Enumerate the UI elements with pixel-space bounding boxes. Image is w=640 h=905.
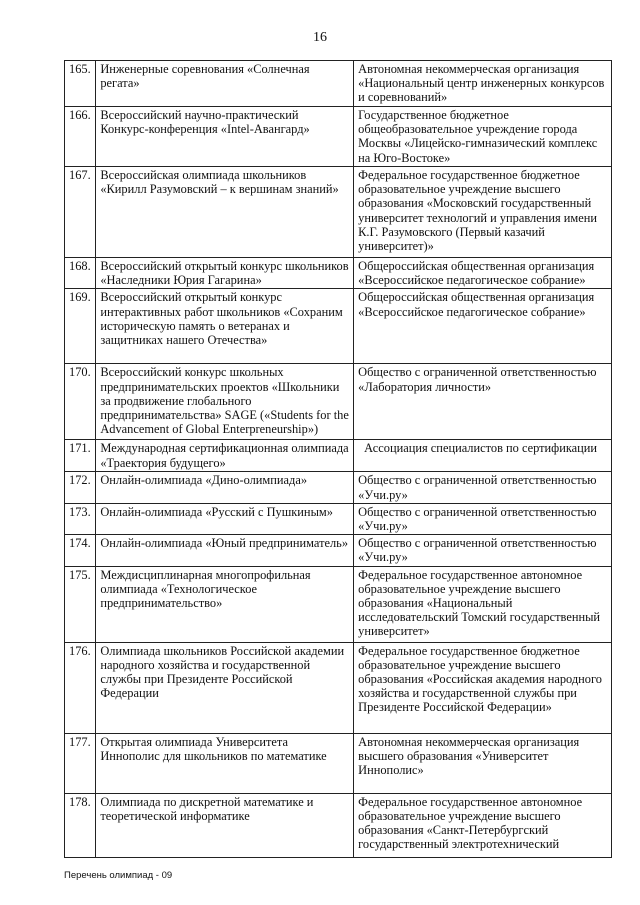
organizer-name: Федеральное государственное автономное образовательное учреждение высшего образования «Национальный исследовательский Томский государственный университет» [354,566,612,642]
table-row [65,61,612,107]
organizer-name: Общество с ограниченной ответственностью «Учи.ру» [354,472,612,503]
table-row [65,364,612,440]
olympiad-name: Онлайн-олимпиада «Юный предприниматель» [96,535,354,566]
organizer-name: Автономная некоммерческая организация «Национальный центр инженерных конкурсов и соревнований» [354,61,612,107]
row-number: 172. [65,472,96,503]
organizer-name: Общероссийская общественная организация «Всероссийское педагогическое собрание» [354,289,612,364]
olympiad-name: Всероссийский открытый конкурс интерактивных работ школьников «Сохраним историческую память о ветеранах и защитниках нашего Отечества» [96,289,354,364]
organizer-name: Общество с ограниченной ответственностью «Лаборатория личности» [354,364,612,440]
row-number: 174. [65,535,96,566]
olympiad-table [64,60,612,858]
row-number: 171. [65,440,96,472]
row-number: 168. [65,258,96,289]
organizer-name: Федеральное государственное бюджетное образовательное учреждение высшего образования «Российская академия народного хозяйства и государственной службы при Президенте Российской Федерации» [354,642,612,733]
row-number: 167. [65,167,96,258]
document-footer: Перечень олимпиад - 09 [64,870,173,881]
row-number: 175. [65,566,96,642]
table-row [65,566,612,642]
organizer-name: Федеральное государственное автономное образовательное учреждение высшего образования «Санкт-Петербургский государственный электротехнический [354,793,612,857]
page-number: 16 [313,30,327,45]
organizer-name: Общероссийская общественная организация «Всероссийское педагогическое собрание» [354,258,612,289]
olympiad-name: Онлайн-олимпиада «Русский с Пушкиным» [96,503,354,534]
row-number: 165. [65,61,96,107]
organizer-name: Федеральное государственное бюджетное образовательное учреждение высшего образования «Московский государственный университет технологий и управления имени К.Г. Разумовского (Первый казачий университет)» [354,167,612,258]
row-number: 173. [65,503,96,534]
olympiad-name: Олимпиада по дискретной математике и теоретической информатике [96,793,354,857]
table-row [65,167,612,258]
row-number: 176. [65,642,96,733]
organizer-name: Общество с ограниченной ответственностью «Учи.ру» [354,503,612,534]
table-row [65,535,612,566]
olympiad-name: Олимпиада школьников Российской академии народного хозяйства и государственной службы при Президенте Российской Федерации [96,642,354,733]
table-row [65,472,612,503]
row-number: 170. [65,364,96,440]
table-row [65,733,612,793]
table-row [65,503,612,534]
row-number: 169. [65,289,96,364]
olympiad-name: Междисциплинарная многопрофильная олимпиада «Технологическое предпринимательство» [96,566,354,642]
olympiad-name: Всероссийский конкурс школьных предпринимательских проектов «Школьники за продвижение глобального предпринимательства» SAGE («Students for the Advancement of Global Enterpreneurship») [96,364,354,440]
table-row [65,642,612,733]
olympiad-name: Всероссийский научно-практический Конкурс-конференция «Intel-Авангард» [96,107,354,167]
row-number: 178. [65,793,96,857]
organizer-name: Государственное бюджетное общеобразовательное учреждение города Москвы «Лицейско-гимназический комплекс на Юго-Востоке» [354,107,612,167]
organizer-name: Общество с ограниченной ответственностью «Учи.ру» [354,535,612,566]
olympiad-name: Международная сертификационная олимпиада «Траектория будущего» [96,440,354,472]
row-number: 166. [65,107,96,167]
table-row [65,289,612,364]
organizer-name: Ассоциация специалистов по сертификации [354,440,612,472]
olympiad-name: Открытая олимпиада Университета Иннополис для школьников по математике [96,733,354,793]
table-row [65,258,612,289]
table-row [65,107,612,167]
table-row [65,793,612,857]
olympiad-name: Онлайн-олимпиада «Дино-олимпиада» [96,472,354,503]
organizer-name: Автономная некоммерческая организация высшего образования «Университет Иннополис» [354,733,612,793]
olympiad-name: Всероссийская олимпиада школьников «Кирилл Разумовский – к вершинам знаний» [96,167,354,258]
row-number: 177. [65,733,96,793]
table-row [65,440,612,472]
olympiad-name: Инженерные соревнования «Солнечная регата» [96,61,354,107]
olympiad-name: Всероссийский открытый конкурс школьников «Наследники Юрия Гагарина» [96,258,354,289]
